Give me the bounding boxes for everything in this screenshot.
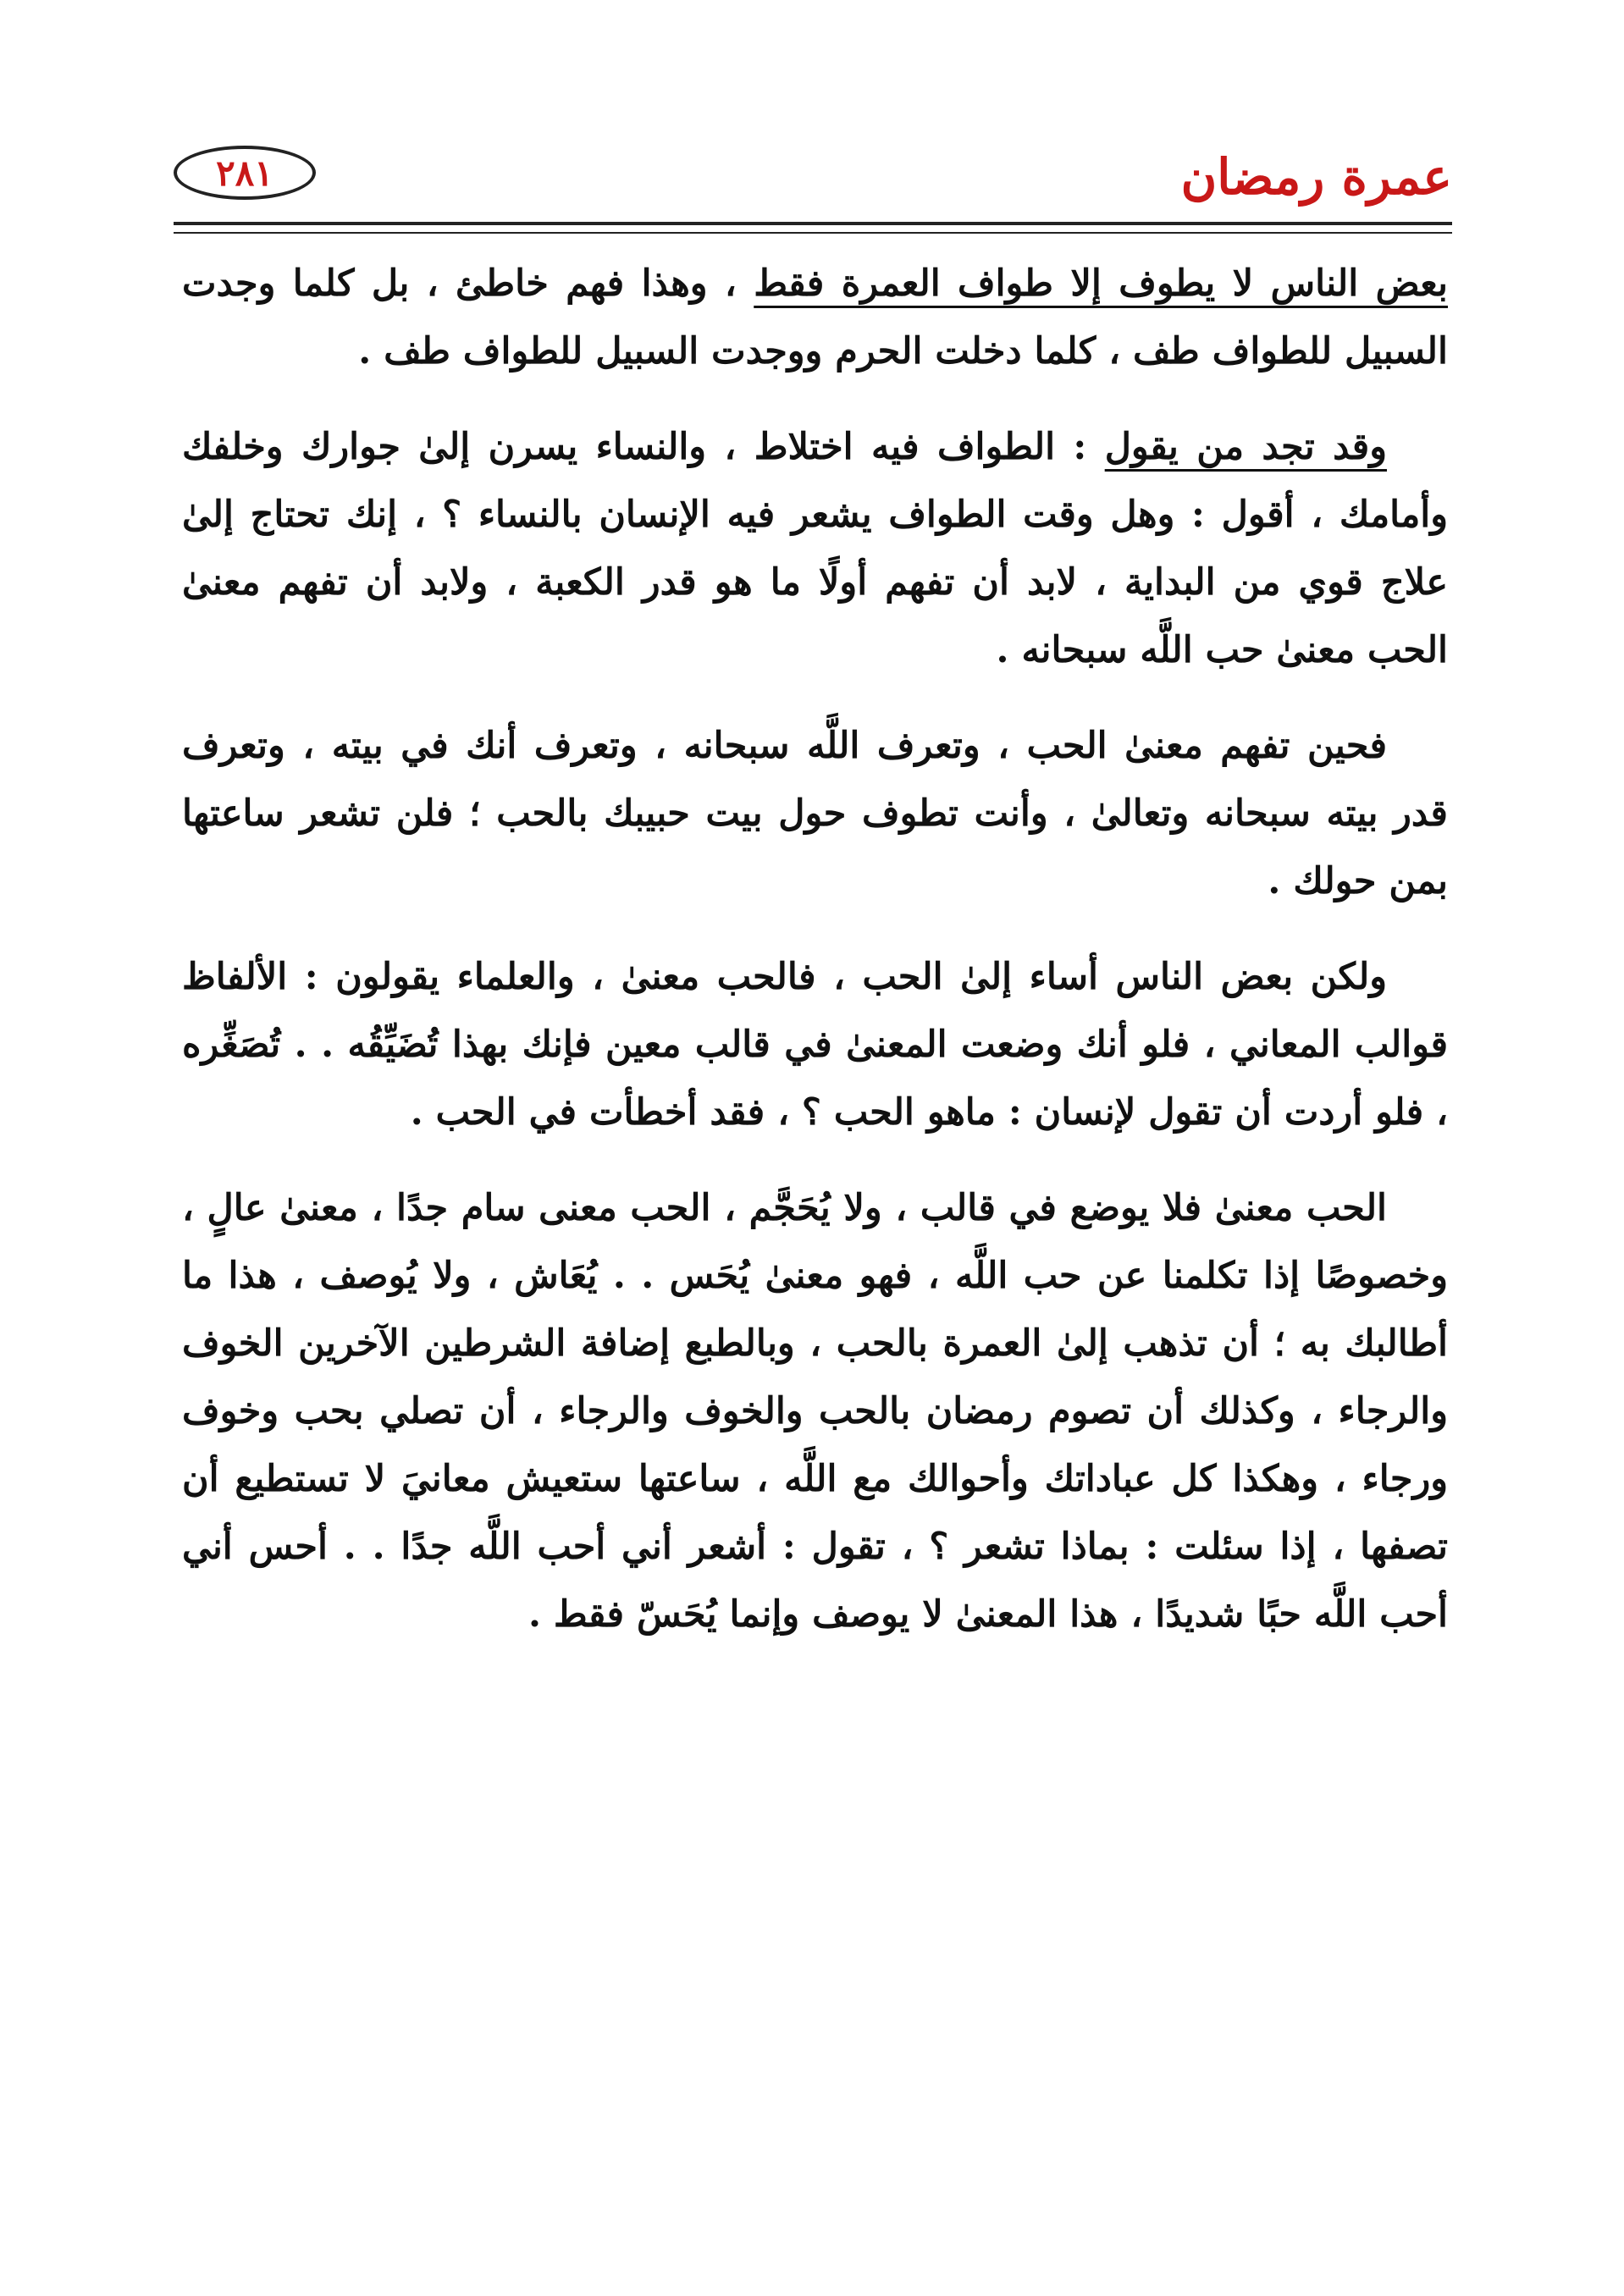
paragraph-2 bbox=[182, 413, 1448, 684]
paragraph-text: ، وهذا فهم خاطئ ، بل كلما وجدت السبيل للطواف طف ، كلما دخلت الحرم ووجدت السبيل للطواف طف . bbox=[182, 262, 1448, 373]
paragraph-text: فحين تفهم معنىٰ الحب ، وتعرف اللَّه سبحانه ، وتعرف أنك في بيته ، وتعرف قدر بيته سبحانه وتعالىٰ ، وأنت تطوف حول بيت حبيبك بالحب ؛ فلن تشعر ساعتها بمن حولك . bbox=[182, 725, 1448, 902]
page-number: ٢٨١ bbox=[216, 152, 273, 194]
paragraph-5 bbox=[182, 1174, 1448, 1648]
underlined-phrase: وقد تجد من يقول bbox=[1104, 426, 1387, 468]
paragraph-text: ولكن بعض الناس أساء إلىٰ الحب ، فالحب معنىٰ ، والعلماء يقولون : الألفاظ قوالب المعاني ، فلو أنك وضعت المعنىٰ في قالب معين فإنك بهذا تُضَيِّقُه . . تُصَغِّره ، فلو أردت أن تقول لإنسان : ماهو الحب ؟ ، فقد أخطأت في الحب . bbox=[182, 956, 1448, 1134]
page-number-badge bbox=[174, 146, 316, 200]
underlined-phrase: بعض الناس لا يطوف إلا طواف العمرة فقط bbox=[754, 262, 1448, 305]
paragraph-3 bbox=[182, 712, 1448, 915]
paragraph-4 bbox=[182, 943, 1448, 1146]
paragraph-1 bbox=[182, 250, 1448, 385]
paragraph-text: الحب معنىٰ فلا يوضع في قالب ، ولا يُحَجَّم ، الحب معنى سام جدًا ، معنىٰ عالٍ ، وخصوصًا إذا تكلمنا عن حب اللَّه ، فهو معنىٰ يُحَس . . يُعَاش ، ولا يُوصف ، هذا ما أطالبك به ؛ أن تذهب إلىٰ العمرة بالحب ، وبالطبع إضافة الشرطين الآخرين الخوف والرجاء ، وكذلك أن تصوم رمضان بالحب والخوف والرجاء ، أن تصلي بحب وخوف ورجاء ، وهكذا كل عباداتك وأحوالك مع اللَّه ، ساعتها ستعيش معانيَ لا تستطيع أن تصفها ، إذا سئلت : بماذا تشعر ؟ ، تقول : أشعر أني أحب اللَّه جدًا . . أحس أني أحب اللَّه حبًا شديدًا ، هذا المعنىٰ لا يوصف وإنما يُحَسّ فقط . bbox=[182, 1187, 1448, 1636]
running-title: عمرة رمضان bbox=[1180, 148, 1452, 206]
header-rule-thick bbox=[174, 222, 1452, 225]
paragraph-text: : الطواف فيه اختلاط ، والنساء يسرن إلىٰ جوارك وخلفك وأمامك ، أقول : وهل وقت الطواف يشعر فيه الإنسان بالنساء ؟ ، إنك تحتاج إلىٰ علاج قوي من البداية ، لابد أن تفهم أولًا ما هو قدر الكعبة ، ولابد أن تفهم معنىٰ الحب معنىٰ حب اللَّه سبحانه . bbox=[182, 426, 1448, 671]
body-text bbox=[182, 250, 1448, 1676]
header-rule-thin bbox=[174, 232, 1452, 234]
page-header bbox=[174, 135, 1452, 212]
